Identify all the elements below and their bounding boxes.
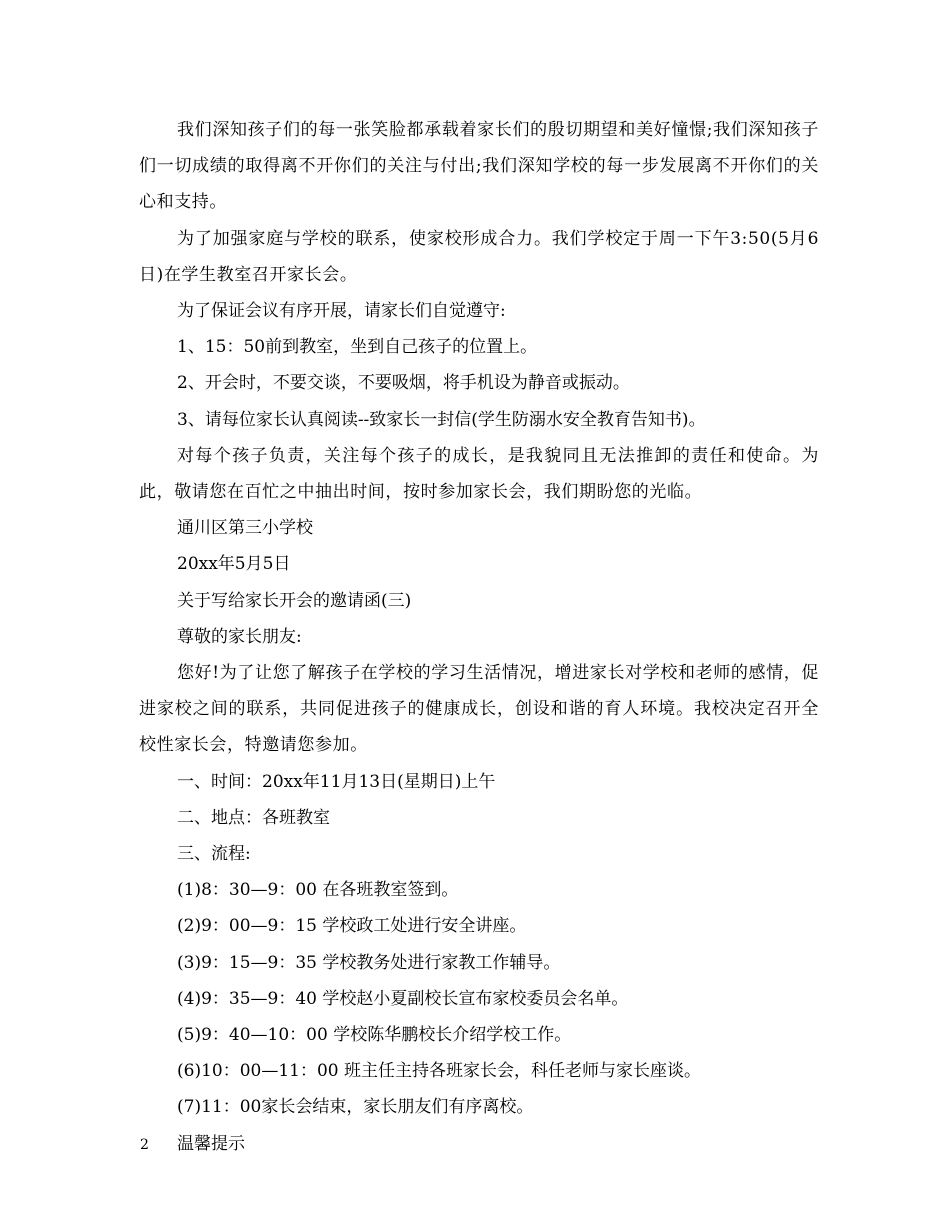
paragraph-invitation: 您好!为了让您了解孩子在学校的学习生活情况，增进家长对学校和老师的感情，促进家校之间的联系，共同促进孩子的健康成长，创设和谐的育人环境。我校决定召开全校性家长会，特邀请您参加。 <box>139 663 819 756</box>
document-body <box>139 112 819 1162</box>
meeting-location: 二、地点：各班教室 <box>177 807 330 828</box>
paragraph-responsibility: 对每个孩子负责，关注每个孩子的成长，是我貌同且无法推卸的责任和使命。为此，敬请您在百忙之中抽出时间，按时参加家长会，我们期盼您的光临。 <box>139 445 819 503</box>
agenda-heading: 三、流程: <box>177 844 251 865</box>
warm-reminder-heading: 温馨提示 <box>177 1133 245 1154</box>
agenda-item-3: (3)9：15—9：35 学校教务处进行家教工作辅导。 <box>177 952 561 973</box>
paragraph-gratitude: 我们深知孩子们的每一张笑脸都承载着家长们的殷切期望和美好憧憬;我们深知孩子们一切成绩的取得离不开你们的关注与付出;我们深知学校的每一步发展离不开你们的关心和支持。 <box>139 120 819 213</box>
paragraph-meeting-notice: 为了加强家庭与学校的联系，使家校形成合力。我们学校定于周一下午3:50(5月6日)在学生教室召开家长会。 <box>139 228 819 285</box>
salutation: 尊敬的家长朋友: <box>177 626 302 647</box>
meeting-time: 一、时间：20xx年11月13日(星期日)上午 <box>177 771 496 792</box>
section-title: 关于写给家长开会的邀请函(三) <box>177 590 412 611</box>
agenda-item-4: (4)9：35—9：40 学校赵小夏副校长宣布家校委员会名单。 <box>177 988 629 1009</box>
rule-item-3: 3、请每位家长认真阅读--致家长一封信(学生防溺水安全教育告知书)。 <box>177 409 706 430</box>
signature-date: 20xx年5月5日 <box>177 554 291 575</box>
agenda-item-6: (6)10：00—11：00 班主任主持各班家长会，科任老师与家长座谈。 <box>177 1061 702 1082</box>
agenda-item-7: (7)11：00家长会结束，家长朋友们有序离校。 <box>177 1097 534 1118</box>
rule-item-2: 2、开会时，不要交谈，不要吸烟，将手机设为静音或振动。 <box>177 373 630 394</box>
signature-school: 通川区第三小学校 <box>177 518 313 539</box>
rule-item-1: 1、15：50前到教室，坐到自己孩子的位置上。 <box>177 337 538 358</box>
agenda-item-1: (1)8：30—9：00 在各班教室签到。 <box>177 880 459 901</box>
agenda-item-2: (2)9：00—9：15 学校政工处进行安全讲座。 <box>177 916 527 937</box>
page-number: 2 <box>140 1137 149 1153</box>
agenda-item-5: (5)9：40—10：00 学校陈华鹏校长介绍学校工作。 <box>177 1025 572 1046</box>
paragraph-rules-intro: 为了保证会议有序开展，请家长们自觉遵守: <box>177 301 506 322</box>
